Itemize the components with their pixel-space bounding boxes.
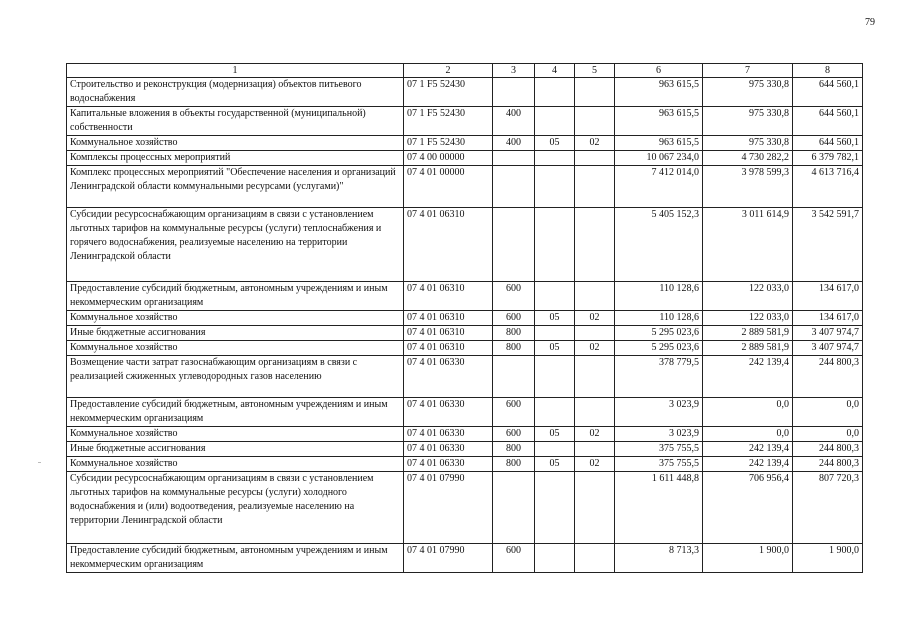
row-pr-cell (575, 442, 615, 457)
row-value3-cell: 244 800,3 (793, 442, 863, 457)
row-vr-cell (493, 151, 535, 166)
row-vr-cell: 400 (493, 136, 535, 151)
row-code-cell: 07 4 01 06330 (404, 398, 493, 427)
row-rz-cell (535, 442, 575, 457)
row-value1-cell: 963 615,5 (615, 107, 703, 136)
row-value1-cell: 1 611 448,8 (615, 472, 703, 544)
row-value2-cell: 0,0 (703, 427, 793, 442)
row-name-cell: Предоставление субсидий бюджетным, автономным учреждениям и иным некоммерческим организациям (67, 282, 404, 311)
header-cell: 8 (793, 64, 863, 78)
row-value2-cell: 242 139,4 (703, 457, 793, 472)
row-pr-cell: 02 (575, 457, 615, 472)
row-value1-cell: 378 779,5 (615, 356, 703, 398)
scan-mark (38, 462, 41, 463)
row-rz-cell: 05 (535, 341, 575, 356)
row-value1-cell: 110 128,6 (615, 282, 703, 311)
row-vr-cell: 600 (493, 398, 535, 427)
row-vr-cell (493, 356, 535, 398)
row-value1-cell: 375 755,5 (615, 442, 703, 457)
table-row (67, 442, 863, 457)
row-name-cell: Иные бюджетные ассигнования (67, 442, 404, 457)
row-pr-cell (575, 326, 615, 341)
row-rz-cell (535, 544, 575, 573)
row-name-cell: Предоставление субсидий бюджетным, автономным учреждениям и иным некоммерческим организациям (67, 544, 404, 573)
row-name-cell: Коммунальное хозяйство (67, 311, 404, 326)
row-value3-cell: 244 800,3 (793, 356, 863, 398)
row-value3-cell: 0,0 (793, 427, 863, 442)
row-value2-cell: 1 900,0 (703, 544, 793, 573)
row-pr-cell (575, 356, 615, 398)
header-cell: 5 (575, 64, 615, 78)
row-value2-cell: 975 330,8 (703, 78, 793, 107)
header-cell: 7 (703, 64, 793, 78)
row-pr-cell (575, 151, 615, 166)
row-code-cell: 07 4 01 06310 (404, 326, 493, 341)
row-rz-cell (535, 356, 575, 398)
row-pr-cell (575, 282, 615, 311)
row-code-cell: 07 4 01 06330 (404, 356, 493, 398)
row-vr-cell: 600 (493, 544, 535, 573)
row-pr-cell (575, 166, 615, 208)
row-value3-cell: 244 800,3 (793, 457, 863, 472)
row-code-cell: 07 1 F5 52430 (404, 107, 493, 136)
row-value1-cell: 3 023,9 (615, 427, 703, 442)
row-pr-cell (575, 398, 615, 427)
row-name-cell: Возмещение части затрат газоснабжающим организациям в связи с реализацией сжиженных углеводородных газов населению (67, 356, 404, 398)
row-value2-cell: 3 978 599,3 (703, 166, 793, 208)
row-rz-cell (535, 398, 575, 427)
row-code-cell: 07 4 01 06310 (404, 311, 493, 326)
row-value1-cell: 7 412 014,0 (615, 166, 703, 208)
row-value1-cell: 110 128,6 (615, 311, 703, 326)
table-row (67, 472, 863, 544)
row-value2-cell: 2 889 581,9 (703, 341, 793, 356)
header-cell: 2 (404, 64, 493, 78)
row-pr-cell: 02 (575, 136, 615, 151)
table-row (67, 208, 863, 282)
row-code-cell: 07 1 F5 52430 (404, 136, 493, 151)
row-value1-cell: 963 615,5 (615, 136, 703, 151)
row-vr-cell: 600 (493, 427, 535, 442)
row-value1-cell: 375 755,5 (615, 457, 703, 472)
row-value3-cell: 644 560,1 (793, 78, 863, 107)
table-row (67, 78, 863, 107)
row-name-cell: Капитальные вложения в объекты государственной (муниципальной) собственности (67, 107, 404, 136)
row-value3-cell: 644 560,1 (793, 107, 863, 136)
row-value3-cell: 134 617,0 (793, 311, 863, 326)
row-value1-cell: 8 713,3 (615, 544, 703, 573)
row-value2-cell: 122 033,0 (703, 282, 793, 311)
table-row (67, 166, 863, 208)
row-code-cell: 07 4 01 00000 (404, 166, 493, 208)
row-vr-cell (493, 472, 535, 544)
row-rz-cell (535, 208, 575, 282)
row-pr-cell: 02 (575, 311, 615, 326)
row-vr-cell (493, 78, 535, 107)
row-value3-cell: 807 720,3 (793, 472, 863, 544)
row-vr-cell: 800 (493, 326, 535, 341)
row-rz-cell (535, 151, 575, 166)
row-code-cell: 07 4 01 07990 (404, 544, 493, 573)
row-value2-cell: 4 730 282,2 (703, 151, 793, 166)
row-value3-cell: 3 407 974,7 (793, 326, 863, 341)
table-row (67, 341, 863, 356)
row-name-cell: Коммунальное хозяйство (67, 136, 404, 151)
row-value1-cell: 10 067 234,0 (615, 151, 703, 166)
row-name-cell: Строительство и реконструкция (модернизация) объектов питьевого водоснабжения (67, 78, 404, 107)
row-vr-cell: 800 (493, 341, 535, 356)
table-row (67, 311, 863, 326)
table-row (67, 398, 863, 427)
row-value2-cell: 975 330,8 (703, 107, 793, 136)
row-vr-cell: 600 (493, 311, 535, 326)
row-vr-cell: 400 (493, 107, 535, 136)
row-name-cell: Коммунальное хозяйство (67, 427, 404, 442)
row-value1-cell: 5 295 023,6 (615, 341, 703, 356)
row-code-cell: 07 4 00 00000 (404, 151, 493, 166)
row-pr-cell (575, 472, 615, 544)
row-value1-cell: 5 405 152,3 (615, 208, 703, 282)
row-name-cell: Комплексы процессных мероприятий (67, 151, 404, 166)
row-rz-cell: 05 (535, 457, 575, 472)
row-code-cell: 07 4 01 06310 (404, 208, 493, 282)
row-rz-cell (535, 78, 575, 107)
row-code-cell: 07 4 01 06330 (404, 442, 493, 457)
page-number: 79 (865, 17, 875, 28)
row-pr-cell (575, 208, 615, 282)
table-header-row (67, 64, 863, 78)
row-value2-cell: 0,0 (703, 398, 793, 427)
header-cell: 3 (493, 64, 535, 78)
row-vr-cell: 800 (493, 442, 535, 457)
row-pr-cell (575, 78, 615, 107)
row-vr-cell (493, 166, 535, 208)
row-name-cell: Коммунальное хозяйство (67, 457, 404, 472)
table-row (67, 326, 863, 341)
row-name-cell: Коммунальное хозяйство (67, 341, 404, 356)
row-rz-cell: 05 (535, 427, 575, 442)
table-row (67, 136, 863, 151)
row-value3-cell: 1 900,0 (793, 544, 863, 573)
row-vr-cell (493, 208, 535, 282)
row-value2-cell: 3 011 614,9 (703, 208, 793, 282)
row-value3-cell: 134 617,0 (793, 282, 863, 311)
row-code-cell: 07 4 01 07990 (404, 472, 493, 544)
table-row (67, 427, 863, 442)
row-code-cell: 07 1 F5 52430 (404, 78, 493, 107)
header-cell: 1 (67, 64, 404, 78)
row-value1-cell: 963 615,5 (615, 78, 703, 107)
row-pr-cell (575, 107, 615, 136)
row-value2-cell: 2 889 581,9 (703, 326, 793, 341)
budget-table (66, 63, 863, 573)
table-row (67, 457, 863, 472)
row-name-cell: Комплекс процессных мероприятий "Обеспечение населения и организаций Ленинградской области коммунальными ресурсами (услугами)" (67, 166, 404, 208)
row-value2-cell: 242 139,4 (703, 442, 793, 457)
row-rz-cell (535, 166, 575, 208)
table-body (67, 78, 863, 573)
row-value3-cell: 6 379 782,1 (793, 151, 863, 166)
row-rz-cell: 05 (535, 311, 575, 326)
row-pr-cell: 02 (575, 427, 615, 442)
row-vr-cell: 600 (493, 282, 535, 311)
row-vr-cell: 800 (493, 457, 535, 472)
table-row (67, 107, 863, 136)
row-rz-cell (535, 472, 575, 544)
row-value3-cell: 0,0 (793, 398, 863, 427)
row-value2-cell: 122 033,0 (703, 311, 793, 326)
table-row (67, 151, 863, 166)
row-value3-cell: 3 407 974,7 (793, 341, 863, 356)
row-pr-cell: 02 (575, 341, 615, 356)
row-code-cell: 07 4 01 06310 (404, 282, 493, 311)
row-rz-cell (535, 282, 575, 311)
row-code-cell: 07 4 01 06330 (404, 457, 493, 472)
row-pr-cell (575, 544, 615, 573)
row-value1-cell: 5 295 023,6 (615, 326, 703, 341)
row-value2-cell: 975 330,8 (703, 136, 793, 151)
table-row (67, 544, 863, 573)
row-value3-cell: 644 560,1 (793, 136, 863, 151)
row-rz-cell: 05 (535, 136, 575, 151)
table-row (67, 356, 863, 398)
row-name-cell: Предоставление субсидий бюджетным, автономным учреждениям и иным некоммерческим организациям (67, 398, 404, 427)
row-value2-cell: 706 956,4 (703, 472, 793, 544)
header-cell: 6 (615, 64, 703, 78)
row-code-cell: 07 4 01 06310 (404, 341, 493, 356)
header-cell: 4 (535, 64, 575, 78)
row-name-cell: Субсидии ресурсоснабжающим организациям в связи с установлением льготных тарифов на коммунальные ресурсы (услуги) теплоснабжения и горячего водоснабжения, реализуемые населению на территории Ленинградской области (67, 208, 404, 282)
row-name-cell: Субсидии ресурсоснабжающим организациям в связи с установлением льготных тарифов на коммунальные ресурсы (услуги) холодного водоснабжения и (или) водоотведения, реализуемые населению на территории Ленинградской области (67, 472, 404, 544)
row-value2-cell: 242 139,4 (703, 356, 793, 398)
row-value3-cell: 4 613 716,4 (793, 166, 863, 208)
table-row (67, 282, 863, 311)
row-value3-cell: 3 542 591,7 (793, 208, 863, 282)
row-rz-cell (535, 326, 575, 341)
row-rz-cell (535, 107, 575, 136)
row-value1-cell: 3 023,9 (615, 398, 703, 427)
row-code-cell: 07 4 01 06330 (404, 427, 493, 442)
row-name-cell: Иные бюджетные ассигнования (67, 326, 404, 341)
